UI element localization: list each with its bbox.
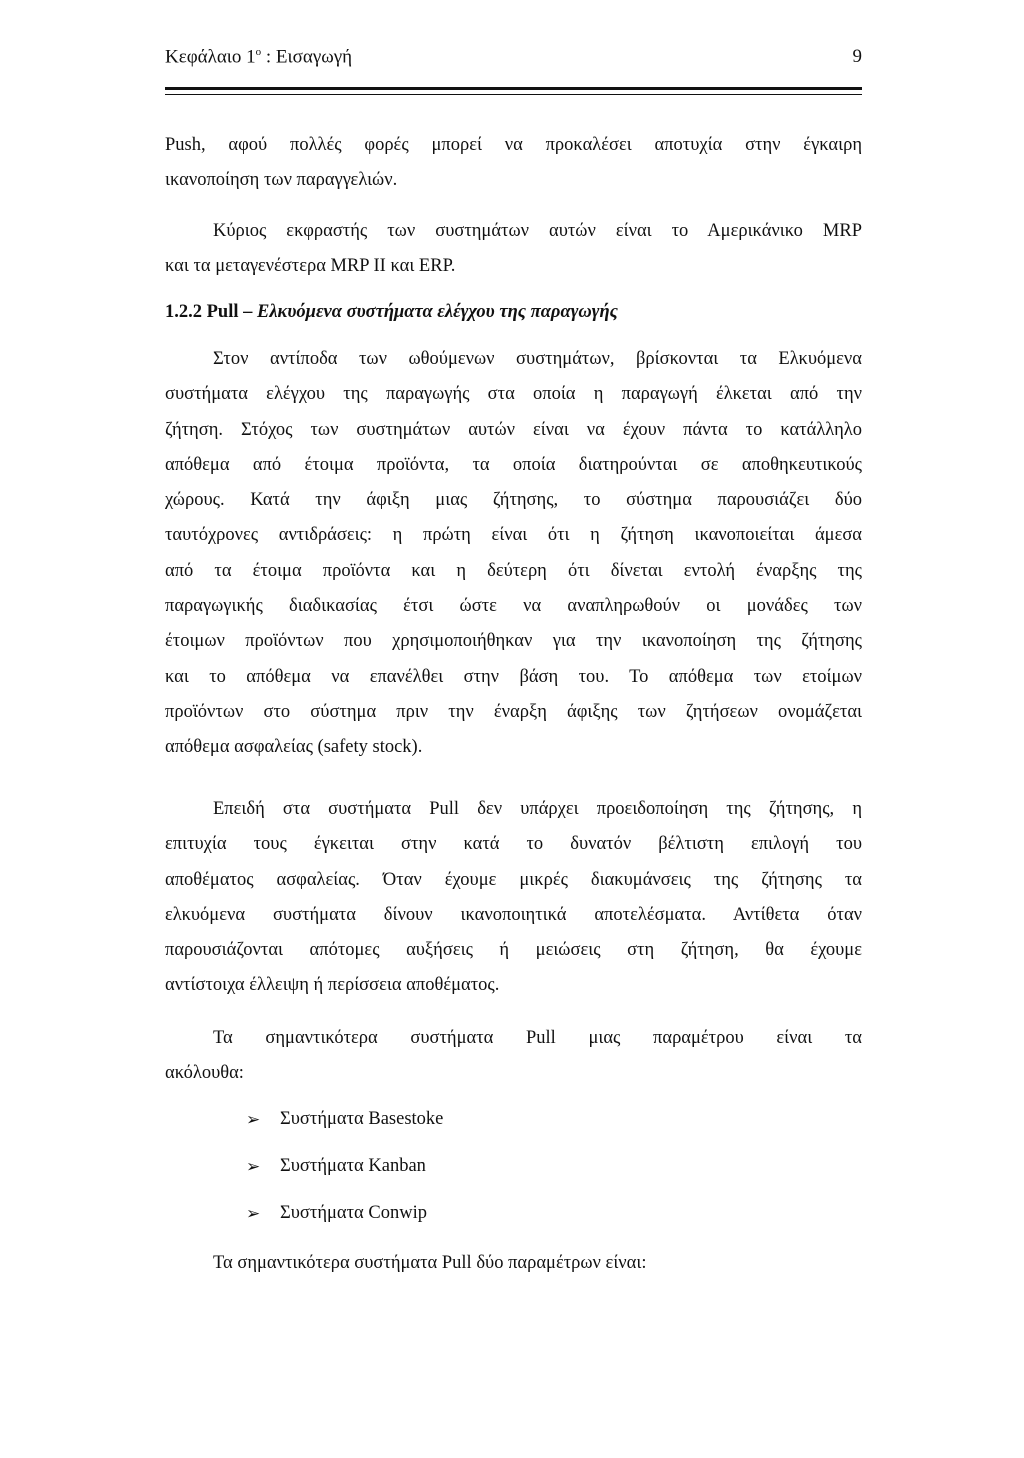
text-line: παραγωγικής διαδικασίας έτσι ώστε να αναπληρωθούν οι μονάδες των bbox=[165, 596, 862, 617]
section-heading: 1.2.2 Pull – Ελκυόμενα συστήματα ελέγχου της παραγωγής bbox=[165, 302, 618, 322]
paragraph-6 bbox=[165, 1246, 862, 1281]
list-item: ➢ Συστήματα Kanban bbox=[246, 1143, 443, 1190]
text-line: έτοιμων προϊόντων που χρησιμοποιήθηκαν για την ικανοποίηση της ζήτησης bbox=[165, 631, 862, 652]
text-line: Στον αντίποδα των ωθούμενων συστημάτων, βρίσκονται τα Ελκυόμενα bbox=[213, 349, 862, 369]
paragraph-5 bbox=[165, 1021, 862, 1092]
paragraph-4 bbox=[165, 792, 862, 1004]
text-line: ζήτηση. Στόχος των συστημάτων αυτών είναι να έχουν πάντα το κατάλληλο bbox=[165, 419, 862, 440]
list-item: ➢ Συστήματα Conwip bbox=[246, 1190, 443, 1237]
text-line: προϊόντων στο σύστημα πριν την έναρξη άφιξης των ζητήσεων ονομάζεται bbox=[165, 701, 862, 722]
arrowhead-bullet-icon: ➢ bbox=[246, 1204, 261, 1223]
text-line: από τα έτοιμα προϊόντα και η δεύτερη ότι δίνεται εντολή έναρξης της bbox=[165, 560, 862, 581]
list-item: ➢ Συστήματα Basestoke bbox=[246, 1096, 443, 1143]
text-line: παρουσιάζονται απότομες αυξήσεις ή μειώσεις στη ζήτηση, θα έχουμε bbox=[165, 940, 862, 961]
text-line: αποθέματος ασφαλείας. Όταν έχουμε μικρές διακυμάνσεις της ζήτησης τα bbox=[165, 869, 862, 890]
paragraph-1 bbox=[165, 128, 862, 199]
text-line: Τα σημαντικότερα συστήματα Pull μιας παραμέτρου είναι τα bbox=[213, 1028, 862, 1048]
text-line: ικανοποίηση των παραγγελιών. bbox=[165, 170, 398, 191]
text-line: συστήματα ελέγχου της παραγωγής στα οποία η παραγωγή έλκεται από την bbox=[165, 384, 862, 405]
text-line: απόθεμα ασφαλείας (safety stock). bbox=[165, 737, 423, 758]
page-number: 9 bbox=[852, 46, 862, 68]
text-line: και το απόθεμα να επανέλθει στην βάση του. Το απόθεμα των ετοίμων bbox=[165, 666, 862, 687]
paragraph-2 bbox=[165, 214, 862, 285]
text-line: Επειδή στα συστήματα Pull δεν υπάρχει προειδοποίηση της ζήτησης, η bbox=[213, 799, 862, 819]
pull-systems-list bbox=[246, 1096, 443, 1237]
text-line: ελκυόμενα συστήματα δίνουν ικανοποιητικά αποτελέσματα. Αντίθετα όταν bbox=[165, 904, 862, 925]
text-line: επιτυχία τους έγκειται στην κατά το δυνατόν βέλτιστη επιλογή του bbox=[165, 834, 862, 855]
arrowhead-bullet-icon: ➢ bbox=[246, 1110, 261, 1129]
text-line: Τα σημαντικότερα συστήματα Pull δύο παραμέτρων είναι: bbox=[213, 1253, 647, 1273]
text-line: αντίστοιχα έλλειψη ή περίσσεια αποθέματος. bbox=[165, 975, 500, 996]
text-line: Push, αφού πολλές φορές μπορεί να προκαλέσει αποτυχία στην έγκαιρη bbox=[165, 135, 862, 155]
text-line: Κύριος εκφραστής των συστημάτων αυτών είναι το Αμερικάνικο MRP bbox=[213, 221, 862, 241]
text-line: ταυτόχρονες αντιδράσεις: η πρώτη είναι ότι η ζήτηση ικανοποιείται άμεσα bbox=[165, 525, 862, 546]
text-line: απόθεμα από έτοιμα προϊόντα, τα οποία διατηρούνται σε αποθηκευτικούς bbox=[165, 454, 862, 475]
text-line: και τα μεταγενέστερα MRP II και ERP. bbox=[165, 256, 456, 277]
text-line: ακόλουθα: bbox=[165, 1063, 244, 1084]
text-line: χώρους. Κατά την άφιξη μιας ζήτησης, το σύστημα παρουσιάζει δύο bbox=[165, 490, 862, 511]
page-header bbox=[165, 46, 862, 68]
arrowhead-bullet-icon: ➢ bbox=[246, 1157, 261, 1176]
header-rule bbox=[165, 87, 862, 95]
chapter-title: Κεφάλαιο $1^o$ : Εισαγωγή bbox=[165, 46, 353, 68]
paragraph-3 bbox=[165, 342, 862, 766]
